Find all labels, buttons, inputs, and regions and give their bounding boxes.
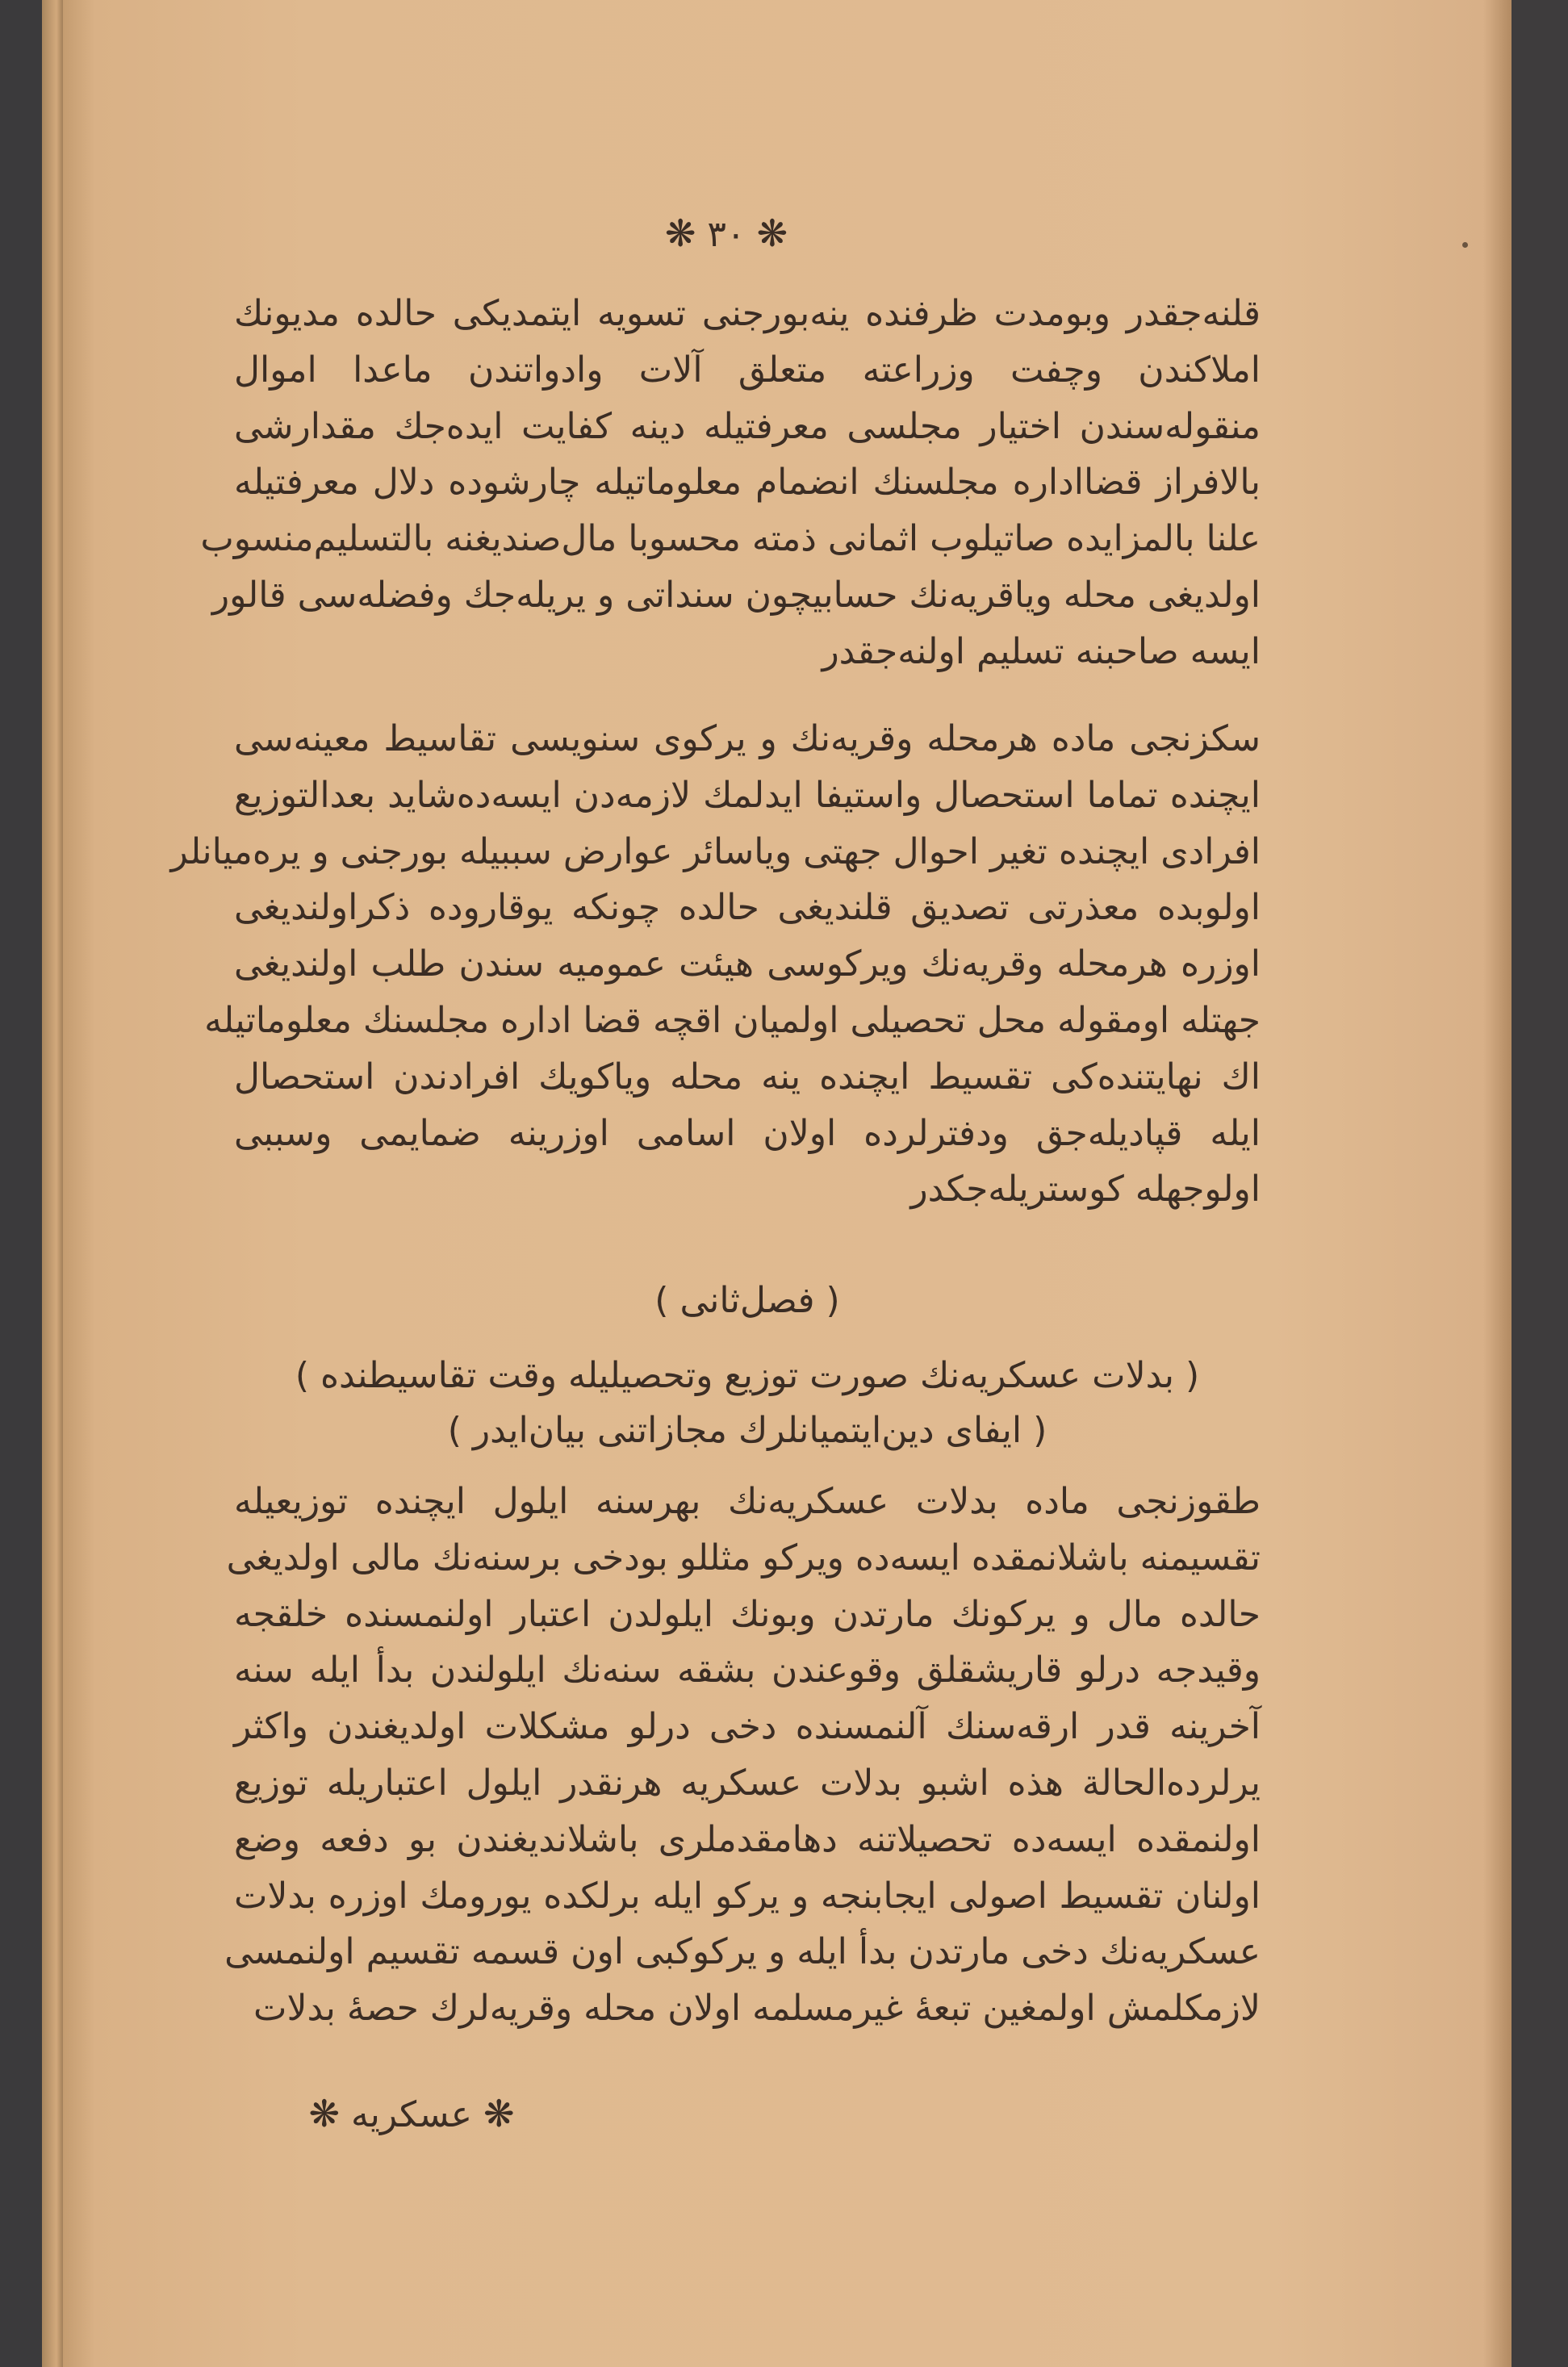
text-line: بالافراز قضااداره مجلسنك انضمام معلوماتیله چارشوده دلال معرفتیله [234,462,1261,504]
ornament-icon: ❋ [483,2092,515,2135]
text-line: اولدیغی محله ویاقریه‌نك حسابیچون سنداتی و یریله‌جك وفضله‌سی قالور [211,575,1261,616]
text-line: اولنمقده ایسه‌ده تحصیلاتنه دهامقدملری باشلاندیغندن بو دفعه وضع [234,1818,1261,1860]
text-line: یرلرده‌الحالة هذه اشبو بدلات عسکریه هرنقدر ایلول اعتباریله توزیع [234,1763,1261,1804]
page-number: ۳۰ [707,214,746,255]
scan-background [1512,0,1568,2367]
ornament-icon: ❋ [664,211,696,255]
ornament-icon: ❋ [308,2092,341,2135]
text-line: جهتله اومقوله محل تحصیلی اولمیان اقچه قضا اداره مجلسنك معلوماتیله [204,1000,1261,1041]
text-line: وقیدجه درلو قاریشقلق وقوعندن بشقه سنه‌نك ایلولندن بدأ ایله سنه [234,1650,1261,1692]
text-line: لازمکلمش اولمغین تبعهٔ غیرمسلمه اولان محله وقریه‌لرك حصهٔ بدلات [253,1988,1261,2030]
text-line: املاکندن وچفت وزراعته متعلق آلات وادواتندن ماعدا اموال [234,349,1261,391]
catchword-text: عسکریه [351,2094,472,2135]
text-line: اوزره هرمحله وقریه‌نك ویرکوسی هیئت عمومیه سندن طلب اولندیغی [234,943,1261,985]
text-line: طقوزنجی ماده بدلات عسکریه‌نك بهرسنه ایلول ایچنده توزیعیله [234,1481,1261,1522]
text-line: ایسه صاحبنه تسلیم اولنه‌جقدر [822,630,1261,672]
text-line: آخرینه قدر ارقه‌سنك آلنمسنده دخی درلو مشکلات اولدیغندن واکثر [234,1706,1261,1748]
section-subheading: ( بدلات عسکریه‌نك صورت توزیع وتحصیلیله وقت تقاسیطنده ) [295,1355,1200,1396]
text-line: سکزنجی ماده هرمحله وقریه‌نك و یرکوی سنویسی تقاسیط معینه‌سی [234,718,1261,759]
text-line: اولوجهله کوستریله‌جکدر [910,1169,1261,1211]
text-line: حالده مال و یرکونك مارتدن وبونك ایلولدن اعتبار اولنمسنده خلقجه [234,1593,1261,1635]
section-subheading: ( ایفای دین‌ایتمیانلرك مجازاتنی بیان‌ایدر ) [447,1410,1047,1451]
text-line: قلنه‌جقدر وبومدت ظرفنده ینه‌بورجنی تسویه ایتمدیکی حالده مدیونك [234,293,1261,334]
text-line: افرادی ایچنده تغیر احوال جهتی ویاسائر عوارض سببیله بورجنی و یره‌میانلر [170,830,1261,872]
text-line: علنا بالمزایده صاتیلوب اثمانی ذمته محسوبا مال‌صندیغنه بالتسلیم‌منسوب [200,518,1261,560]
text-line: اولنان تقسیط اصولی ایجابنجه و یرکو ایله برلکده یورومك اوزره بدلات [234,1875,1261,1917]
ornament-icon: ❋ [756,211,788,255]
catchword [291,2092,533,2135]
text-line: ایچنده تماما استحصال واستیفا ایدلمك لازمه‌دن ایسه‌ده‌شاید بعدالتوزیع [234,774,1261,816]
text-line: عسکریه‌نك دخی مارتدن بدأ ایله و یرکوکبی اون قسمه تقسیم اولنمسی [224,1931,1261,1973]
section-heading: ( فصل‌ثانی ) [654,1280,840,1321]
text-line: اك نهایتنده‌کی تقسیط ایچنده ینه محله ویاکویك افرادندن استحصال [234,1056,1261,1098]
text-line: منقوله‌سندن اختیار مجلسی معرفتیله دینه کفایت ایده‌جك مقدارشی [234,405,1261,447]
text-line: اولوبده معذرتی تصدیق قلندیغی حالده چونکه یوقاروده ذکراولندیغی [234,887,1261,929]
page-number-header [646,211,807,255]
text-line: ایله قپادیله‌جق ودفترلرده اولان اسامی اوزرینه ضمایمی وسببی [234,1112,1261,1154]
text-line: تقسیمنه باشلانمقده ایسه‌ده ویرکو مثللو بودخی برسنه‌نك مالی اولدیغی [226,1537,1261,1579]
page-speck [1462,242,1468,248]
